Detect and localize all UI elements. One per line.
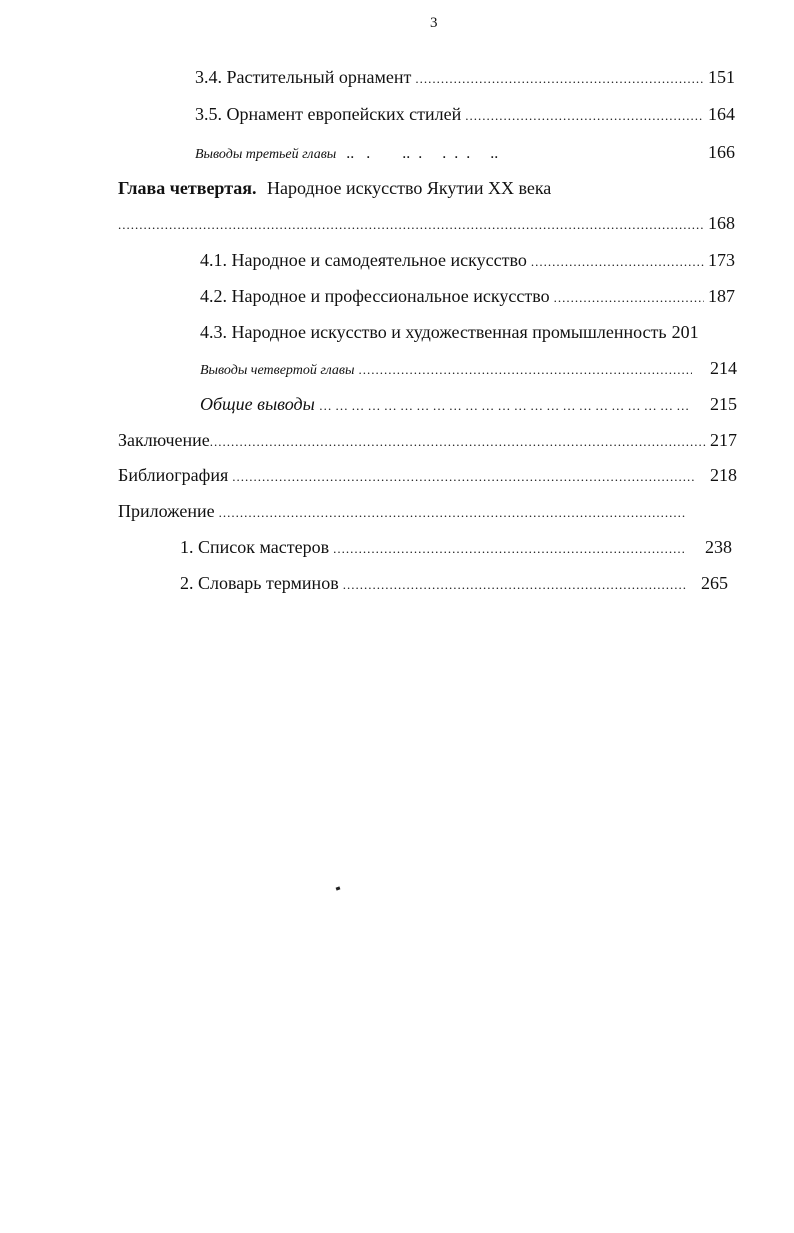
toc-entry-3-4[interactable] (195, 66, 735, 88)
page-number: 3 (430, 15, 438, 31)
sparse-leader-dots: .. . .. . . . . .. (346, 145, 499, 162)
chapter-4-title: Народное искусство Якутии XX века (267, 178, 552, 198)
toc-entry-3-5[interactable] (195, 103, 735, 125)
toc-entry-page: 214 (710, 358, 737, 378)
toc-entry-page: 218 (710, 465, 737, 485)
chapter-4-heading[interactable] (118, 177, 551, 199)
leader-dots (343, 574, 687, 596)
toc-entry-appendix-2[interactable] (180, 572, 728, 594)
toc-entry-label: 2. Словарь терминов (180, 573, 339, 593)
toc-entry-label: 3.4. Растительный орнамент (195, 67, 412, 87)
toc-entry-conclusion[interactable] (118, 429, 737, 451)
leader-dots (232, 466, 694, 488)
toc-entry-conclusions-4[interactable] (200, 357, 737, 379)
leader-dots (358, 359, 692, 381)
toc-entry-bibliography[interactable] (118, 464, 737, 486)
toc-entry-label: Заключение (118, 430, 210, 450)
leader-dots (118, 214, 704, 236)
toc-entry-label: 3.5. Орнамент европейских стилей (195, 104, 462, 124)
toc-entry-4-2[interactable] (200, 285, 735, 307)
toc-entry-label: 1. Список мастеров (180, 537, 330, 557)
toc-entry-4-3[interactable] (200, 321, 740, 343)
toc-entry-label: 4.3. Народное искусство и художественная промышленность (200, 322, 667, 342)
scan-speck (336, 886, 341, 890)
toc-entry-general-conclusions[interactable] (200, 393, 737, 415)
toc-entry-page: 215 (710, 394, 737, 414)
toc-entry-label: 4.1. Народное и самодеятельное искусство (200, 250, 527, 270)
toc-entry-page: 164 (708, 104, 735, 124)
toc-entry-conclusions-3[interactable] (195, 141, 735, 163)
toc-entry-label: Общие выводы (200, 394, 315, 414)
toc-entry-page: 187 (708, 286, 735, 306)
toc-entry-label: 4.2. Народное и профессиональное искусство (200, 286, 550, 306)
leader-dots (210, 431, 706, 453)
toc-entry-page: 173 (708, 250, 735, 270)
toc-entry-page: 265 (701, 573, 728, 593)
leader-dots (465, 105, 704, 127)
toc-entry-label: Библиография (118, 465, 229, 485)
toc-entry-page: 238 (705, 537, 732, 557)
leader-dots (333, 538, 685, 560)
chapter-4-label: Глава четвертая. (118, 178, 257, 198)
toc-entry-appendix[interactable] (118, 500, 690, 522)
leader-dots (554, 287, 704, 309)
toc-entry-page: 217 (710, 430, 737, 450)
chapter-4-page-line (118, 212, 735, 234)
leader-dots (319, 395, 692, 417)
leader-dots (531, 251, 704, 273)
leader-dots (415, 68, 704, 90)
toc-entry-label: Выводы третьей главы (195, 147, 337, 162)
toc-entry-label: Выводы четвертой главы (200, 363, 355, 378)
toc-entry-page: 166 (708, 142, 735, 162)
leader-dots (219, 502, 686, 524)
toc-entry-page: 201 (671, 322, 699, 342)
toc-entry-page: 151 (708, 67, 735, 87)
toc-entry-appendix-1[interactable] (180, 536, 732, 558)
toc-entry-4-1[interactable] (200, 249, 735, 271)
toc-entry-label: Приложение (118, 501, 215, 521)
toc-entry-page: 168 (708, 213, 735, 233)
